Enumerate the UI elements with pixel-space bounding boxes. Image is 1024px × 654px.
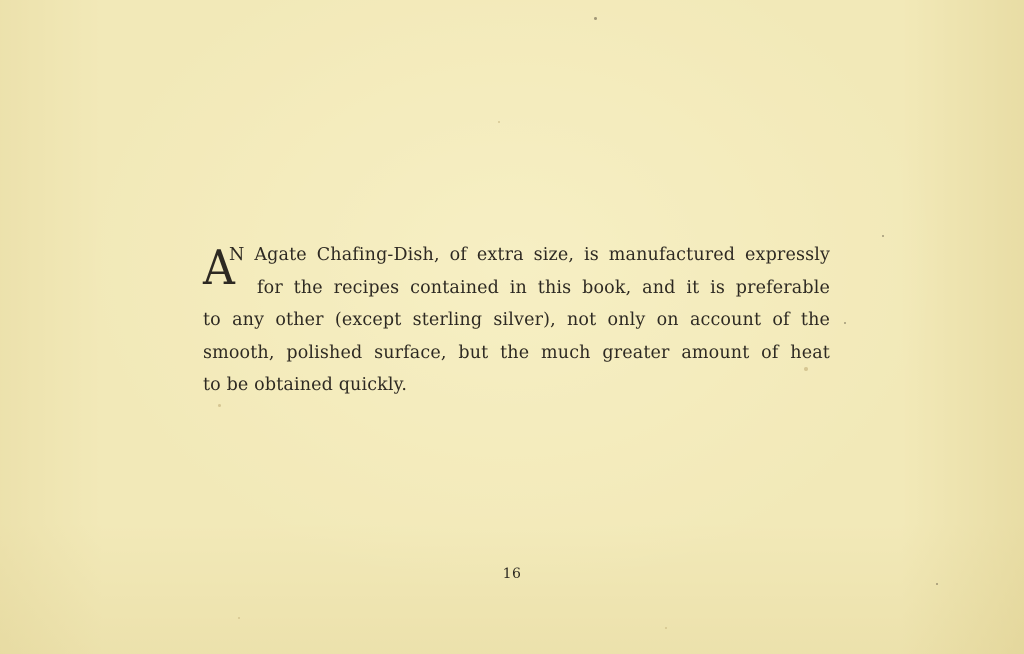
paper-speck (665, 627, 667, 629)
paper-speck (936, 583, 938, 585)
paragraph-line: to any other (except sterling silver), not only on account of the (203, 310, 830, 330)
paper-speck (498, 121, 500, 123)
paper-speck (594, 17, 597, 20)
paper-speck (882, 235, 884, 237)
drop-cap-initial: A (203, 240, 235, 296)
paragraph-line: to be obtained quickly. (203, 375, 408, 395)
page-number: 16 (502, 566, 522, 582)
paper-speck (218, 404, 221, 407)
paragraph-line: for the recipes contained in this book, and it is preferable (257, 277, 830, 298)
paper-speck (238, 617, 240, 619)
body-paragraph (203, 239, 830, 402)
paper-speck (844, 322, 846, 324)
paragraph-line: N Agate Chafing-Dish, of extra size, is manufactured expressly (229, 245, 830, 265)
paragraph-line: smooth, polished surface, but the much greater amount of heat (203, 342, 830, 363)
